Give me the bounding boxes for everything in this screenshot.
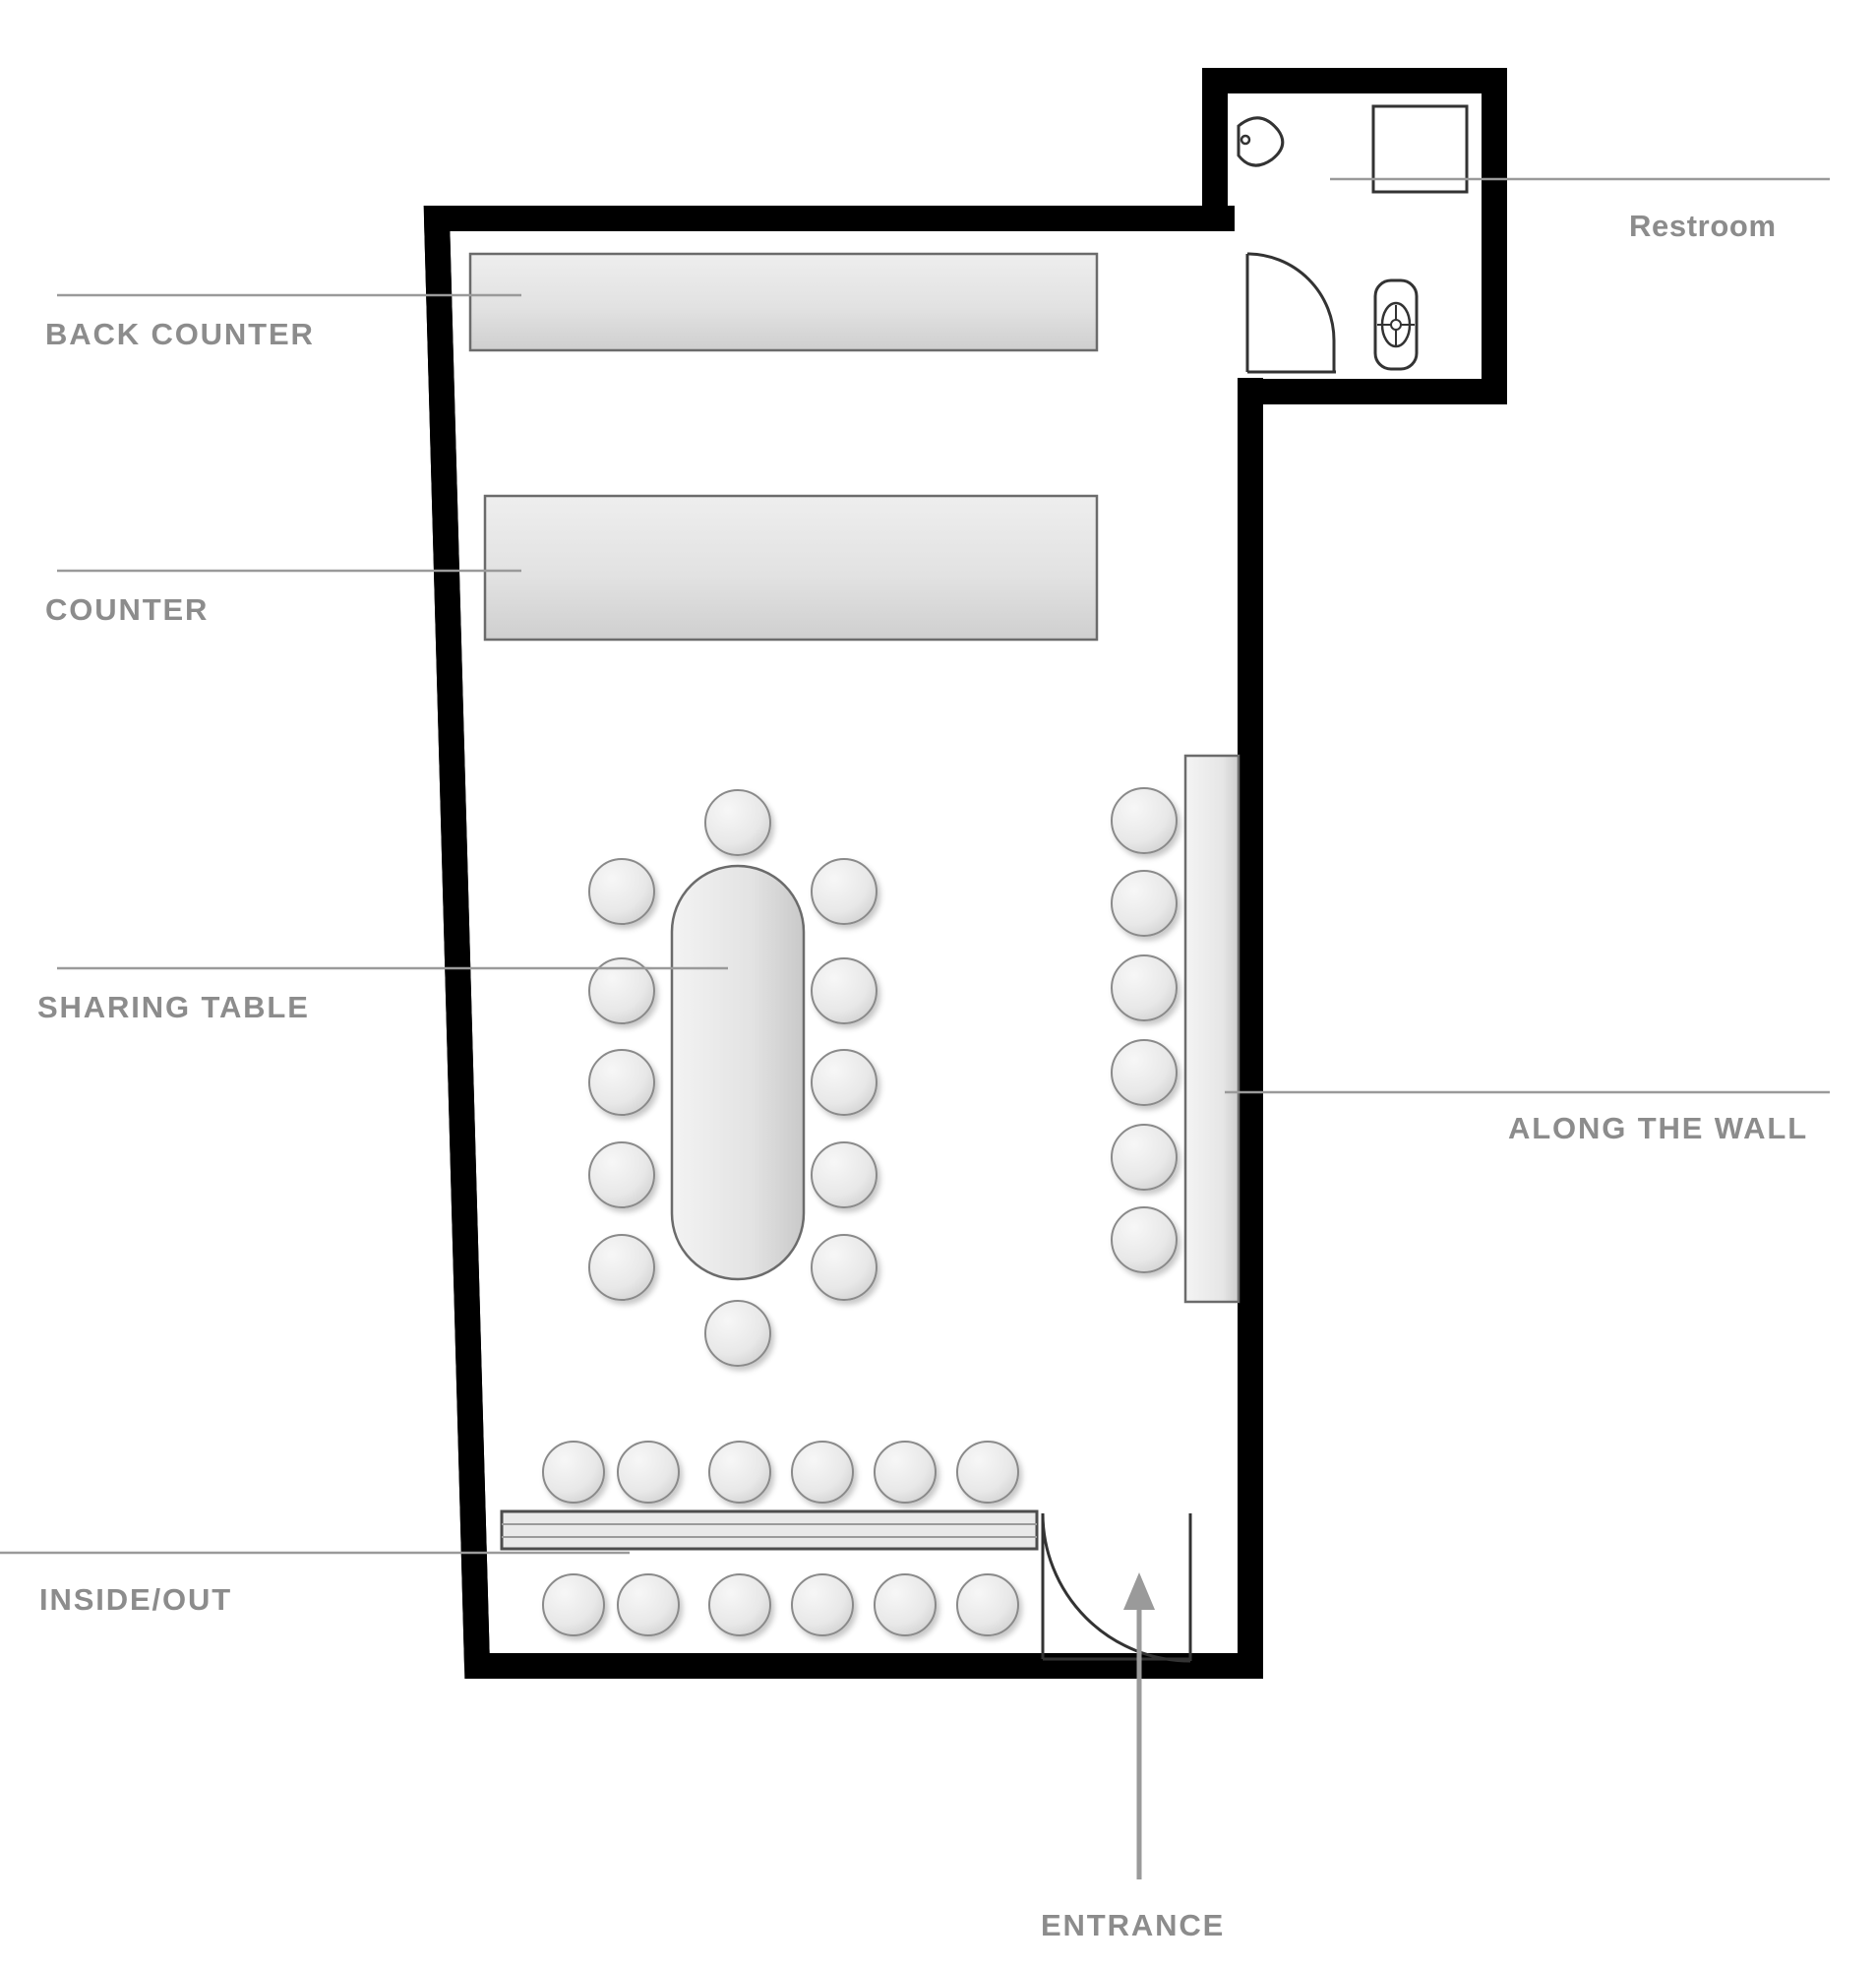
chair: [812, 1142, 877, 1207]
label-inside-out: INSIDE/OUT: [39, 1582, 233, 1617]
chair: [812, 1050, 877, 1115]
inside-out-bar-top: [502, 1511, 1037, 1549]
chair: [1112, 955, 1177, 1020]
entrance-door: [1043, 1513, 1190, 1661]
inside-out-bar: [502, 1442, 1037, 1635]
chair: [618, 1442, 679, 1503]
chair: [709, 1442, 770, 1503]
label-counter: COUNTER: [45, 592, 210, 627]
chair: [705, 790, 770, 855]
chair: [1112, 1207, 1177, 1272]
chair: [618, 1574, 679, 1635]
chair: [875, 1574, 936, 1635]
chair: [792, 1442, 853, 1503]
restroom-area: [1235, 106, 1467, 378]
chair: [957, 1442, 1018, 1503]
chair: [1112, 1040, 1177, 1105]
chair: [1112, 788, 1177, 853]
chair: [957, 1574, 1018, 1635]
chair: [875, 1442, 936, 1503]
toilet-fixture: [1375, 280, 1417, 369]
chair: [812, 958, 877, 1023]
bench-top: [1185, 756, 1239, 1302]
chair: [1112, 871, 1177, 936]
chair: [812, 859, 877, 924]
label-along-the-wall: ALONG THE WALL: [1508, 1111, 1809, 1145]
chair: [709, 1574, 770, 1635]
label-entrance: ENTRANCE: [1041, 1908, 1226, 1942]
chair: [589, 1050, 654, 1115]
leader-lines: [0, 179, 1830, 1553]
label-back-counter: BACK COUNTER: [45, 317, 315, 351]
chair: [589, 859, 654, 924]
back-counter: [470, 254, 1097, 350]
chair: [792, 1574, 853, 1635]
label-sharing-table: SHARING TABLE: [37, 990, 310, 1024]
chair: [1112, 1125, 1177, 1190]
chair: [705, 1301, 770, 1366]
chair: [543, 1442, 604, 1503]
chair: [543, 1574, 604, 1635]
chair: [589, 1235, 654, 1300]
sharing-table-top: [672, 866, 804, 1279]
along-the-wall-bench: [1112, 756, 1239, 1302]
chair: [812, 1235, 877, 1300]
label-restroom: Restroom: [1629, 209, 1777, 243]
chair: [589, 1142, 654, 1207]
counter: [485, 496, 1097, 640]
entrance-arrow: [1123, 1572, 1155, 1879]
sharing-table: [589, 790, 877, 1366]
